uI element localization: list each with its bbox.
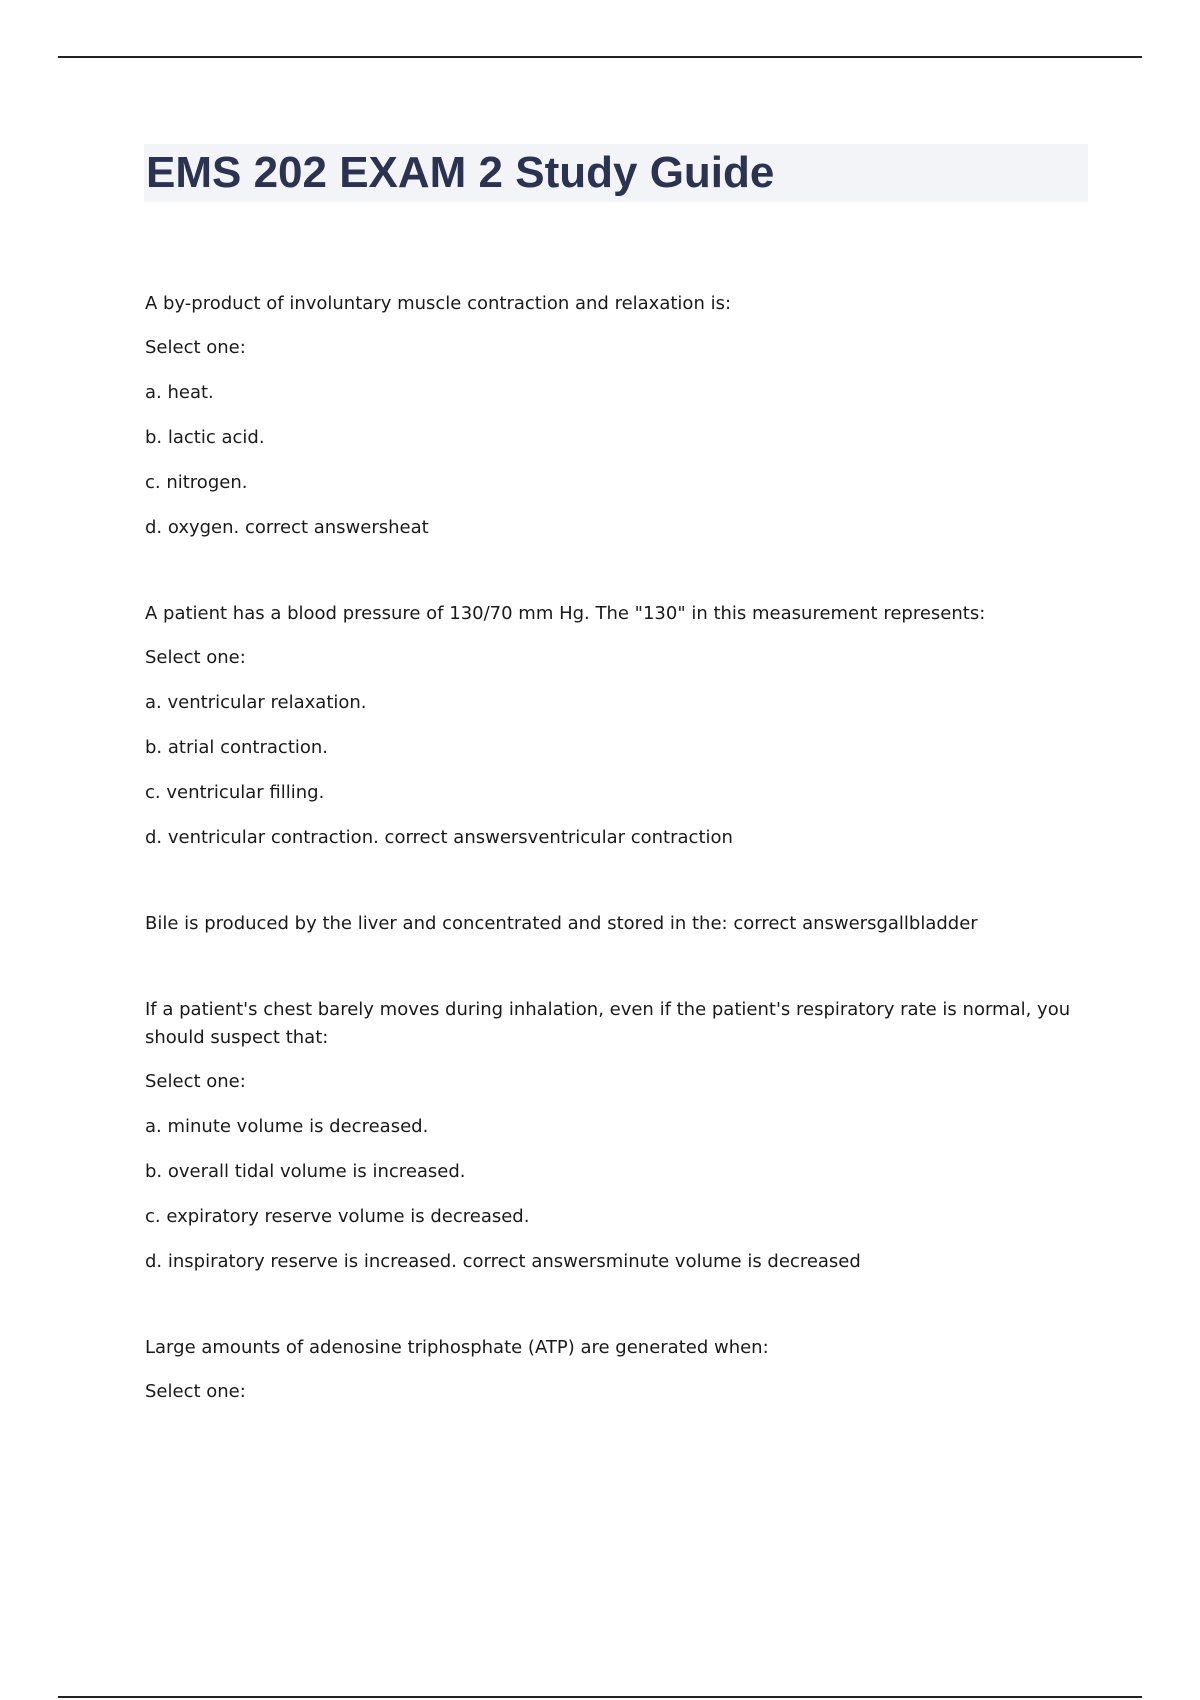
question-block [145,996,1085,1276]
question-text: A patient has a blood pressure of 130/70 mm Hg. The "130" in this measurement represents: [145,603,986,624]
answer-option: d. oxygen. correct answersheat [145,517,429,538]
question-text: Large amounts of adenosine triphosphate (ATP) are generated when: [145,1337,769,1358]
answer-option: c. expiratory reserve volume is decreased. [145,1206,530,1227]
question-block [145,290,1085,542]
question-block [145,600,1085,852]
answer-option: a. heat. [145,382,214,403]
select-prompt: Select one: [145,1381,246,1402]
question-block [145,1334,1085,1406]
question-text: If a patient's chest barely moves during inhalation, even if the patient's respiratory rate is normal, you should suspect that: [145,999,1071,1048]
answer-option: c. ventricular filling. [145,782,325,803]
answer-option: a. minute volume is decreased. [145,1116,429,1137]
answer-option: d. ventricular contraction. correct answersventricular contraction [145,827,733,848]
document-title: EMS 202 EXAM 2 Study Guide [146,148,775,197]
answer-option: b. overall tidal volume is increased. [145,1161,466,1182]
bottom-rule [58,1696,1142,1698]
answer-option: b. atrial contraction. [145,737,329,758]
question-text: A by-product of involuntary muscle contraction and relaxation is: [145,293,732,314]
answer-option: c. nitrogen. [145,472,248,493]
document-body [145,290,1085,1464]
select-prompt: Select one: [145,1071,246,1092]
answer-option: b. lactic acid. [145,427,265,448]
question-text: Bile is produced by the liver and concentrated and stored in the: correct answersgallbladder [145,913,978,934]
select-prompt: Select one: [145,647,246,668]
question-block [145,910,1085,938]
answer-option: d. inspiratory reserve is increased. correct answersminute volume is decreased [145,1251,861,1272]
top-rule [58,56,1142,58]
answer-option: a. ventricular relaxation. [145,692,367,713]
select-prompt: Select one: [145,337,246,358]
